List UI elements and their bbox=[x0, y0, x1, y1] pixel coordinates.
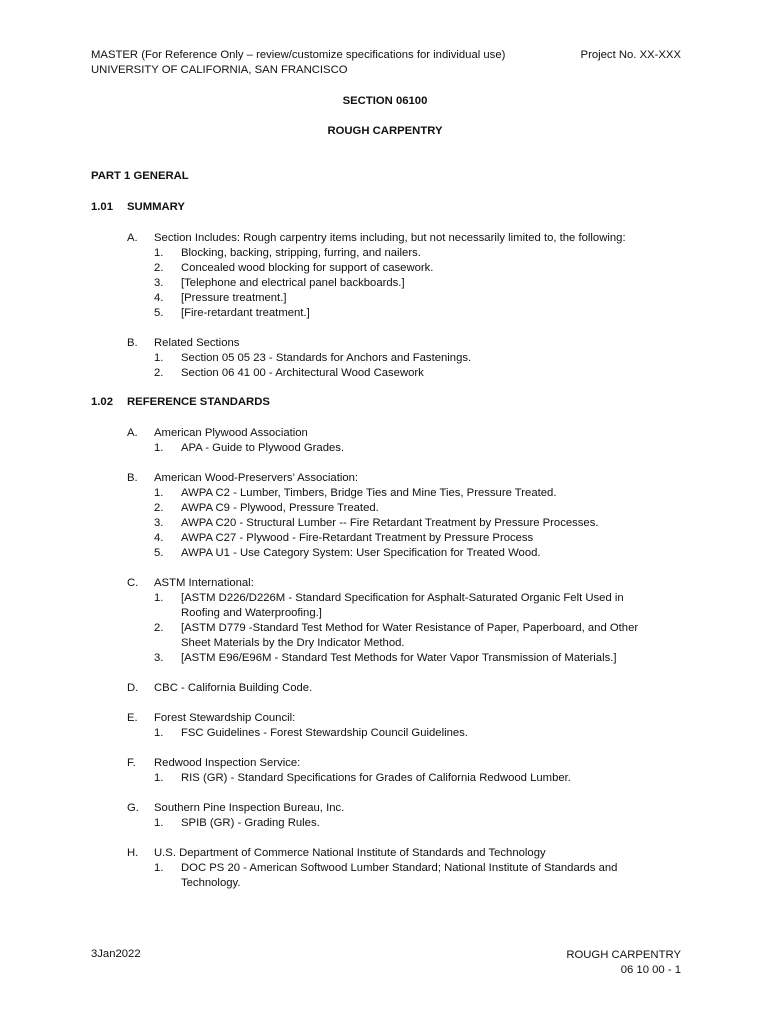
list-number: 2. bbox=[154, 622, 164, 634]
list-text: Concealed wood blocking for support of casework. bbox=[181, 262, 434, 274]
list-number: 1. bbox=[154, 727, 164, 739]
paragraph-letter: A. bbox=[127, 232, 138, 244]
list-number: 1. bbox=[154, 442, 164, 454]
list-number: 2. bbox=[154, 367, 164, 379]
section-heading-number: 1.02 bbox=[91, 396, 113, 408]
paragraph-title: American Plywood Association bbox=[154, 427, 308, 439]
list-text: RIS (GR) - Standard Specifications for Grades of California Redwood Lumber. bbox=[181, 772, 571, 784]
list-text: [Telephone and electrical panel backboards.] bbox=[181, 277, 405, 289]
list-number: 3. bbox=[154, 277, 164, 289]
list-text: AWPA C9 - Plywood, Pressure Treated. bbox=[181, 502, 379, 514]
list-number: 1. bbox=[154, 487, 164, 499]
list-text: Section 05 05 23 - Standards for Anchors and Fastenings. bbox=[181, 352, 472, 364]
page-header bbox=[91, 48, 681, 78]
list-number: 4. bbox=[154, 292, 164, 304]
list-number: 4. bbox=[154, 532, 164, 544]
paragraph-title: U.S. Department of Commerce National Institute of Standards and Technology bbox=[154, 847, 546, 859]
section-number: SECTION 06100 bbox=[342, 95, 428, 107]
list-number: 1. bbox=[154, 352, 164, 364]
list-number: 5. bbox=[154, 307, 164, 319]
paragraph-title: Section Includes: Rough carpentry items including, but not necessarily limited to, the following: bbox=[154, 232, 626, 244]
paragraph-letter: C. bbox=[127, 577, 139, 589]
list-text: SPIB (GR) - Grading Rules. bbox=[181, 817, 320, 829]
paragraph-title: American Wood-Preservers’ Association: bbox=[154, 472, 359, 484]
header-line-2: UNIVERSITY OF CALIFORNIA, SAN FRANCISCO bbox=[91, 64, 348, 76]
page-footer bbox=[566, 948, 681, 978]
list-number: 3. bbox=[154, 517, 164, 529]
section-heading-number: 1.01 bbox=[91, 201, 113, 213]
paragraph-title: Related Sections bbox=[154, 337, 240, 349]
list-text: AWPA U1 - Use Category System: User Specification for Treated Wood. bbox=[181, 547, 541, 559]
list-number: 5. bbox=[154, 547, 164, 559]
list-number: 1. bbox=[154, 592, 164, 604]
list-number: 2. bbox=[154, 262, 164, 274]
paragraph-title: Forest Stewardship Council: bbox=[154, 712, 296, 724]
footer-page-number: 06 10 00 - 1 bbox=[620, 964, 681, 976]
section-heading-reference-standards bbox=[91, 396, 270, 408]
header-line-1: MASTER (For Reference Only – review/customize specifications for individual use) bbox=[91, 49, 506, 61]
paragraph-letter: B. bbox=[127, 337, 138, 349]
section-heading-title: REFERENCE STANDARDS bbox=[127, 396, 270, 408]
list-number: 1. bbox=[154, 247, 164, 259]
paragraph-title: CBC - California Building Code. bbox=[154, 682, 313, 694]
project-number: Project No. XX-XXX bbox=[580, 49, 681, 61]
section-heading-summary bbox=[91, 201, 185, 213]
footer-title: ROUGH CARPENTRY bbox=[566, 949, 681, 961]
paragraph-title: Southern Pine Inspection Bureau, Inc. bbox=[154, 802, 345, 814]
paragraph-letter: B. bbox=[127, 472, 138, 484]
section-heading-title: SUMMARY bbox=[127, 201, 185, 213]
list-number: 2. bbox=[154, 502, 164, 514]
list-text: AWPA C2 - Lumber, Timbers, Bridge Ties and Mine Ties, Pressure Treated. bbox=[181, 487, 557, 499]
list-text: Blocking, backing, stripping, furring, and nailers. bbox=[181, 247, 421, 259]
list-text: [Fire-retardant treatment.] bbox=[181, 307, 310, 319]
list-text: DOC PS 20 - American Softwood Lumber Standard; National Institute of Standards and Technology. bbox=[181, 862, 618, 889]
list-text: Section 06 41 00 - Architectural Wood Casework bbox=[181, 367, 424, 379]
paragraph-title: ASTM International: bbox=[154, 577, 254, 589]
paragraph-letter: E. bbox=[127, 712, 138, 724]
paragraph-title: Redwood Inspection Service: bbox=[154, 757, 301, 769]
list-text: AWPA C27 - Plywood - Fire-Retardant Treatment by Pressure Process bbox=[181, 532, 534, 544]
paragraph-letter: D. bbox=[127, 682, 139, 694]
list-number: 1. bbox=[154, 862, 164, 874]
list-text: [ASTM D779 -Standard Test Method for Water Resistance of Paper, Paperboard, and Other Sheet Materials by the Dry Indicator Method. bbox=[181, 622, 639, 649]
part-title: PART 1 GENERAL bbox=[91, 170, 189, 182]
list-text: FSC Guidelines - Forest Stewardship Council Guidelines. bbox=[181, 727, 468, 739]
list-text: [ASTM D226/D226M - Standard Specification for Asphalt-Saturated Organic Felt Used in Roofing and Waterproofing.] bbox=[181, 592, 624, 619]
list-text: AWPA C20 - Structural Lumber -- Fire Retardant Treatment by Pressure Processes. bbox=[181, 517, 599, 529]
list-text: [ASTM E96/E96M - Standard Test Methods for Water Vapor Transmission of Materials.] bbox=[181, 652, 617, 664]
list-number: 3. bbox=[154, 652, 164, 664]
paragraph-letter: F. bbox=[127, 757, 136, 769]
section-title: ROUGH CARPENTRY bbox=[327, 125, 443, 137]
list-number: 1. bbox=[154, 772, 164, 784]
paragraph-letter: G. bbox=[127, 802, 139, 814]
paragraph-letter: H. bbox=[127, 847, 139, 859]
footer-date: 3Jan2022 bbox=[91, 948, 141, 960]
list-number: 1. bbox=[154, 817, 164, 829]
list-text: APA - Guide to Plywood Grades. bbox=[181, 442, 345, 454]
list-text: [Pressure treatment.] bbox=[181, 292, 287, 304]
paragraph-letter: A. bbox=[127, 427, 138, 439]
